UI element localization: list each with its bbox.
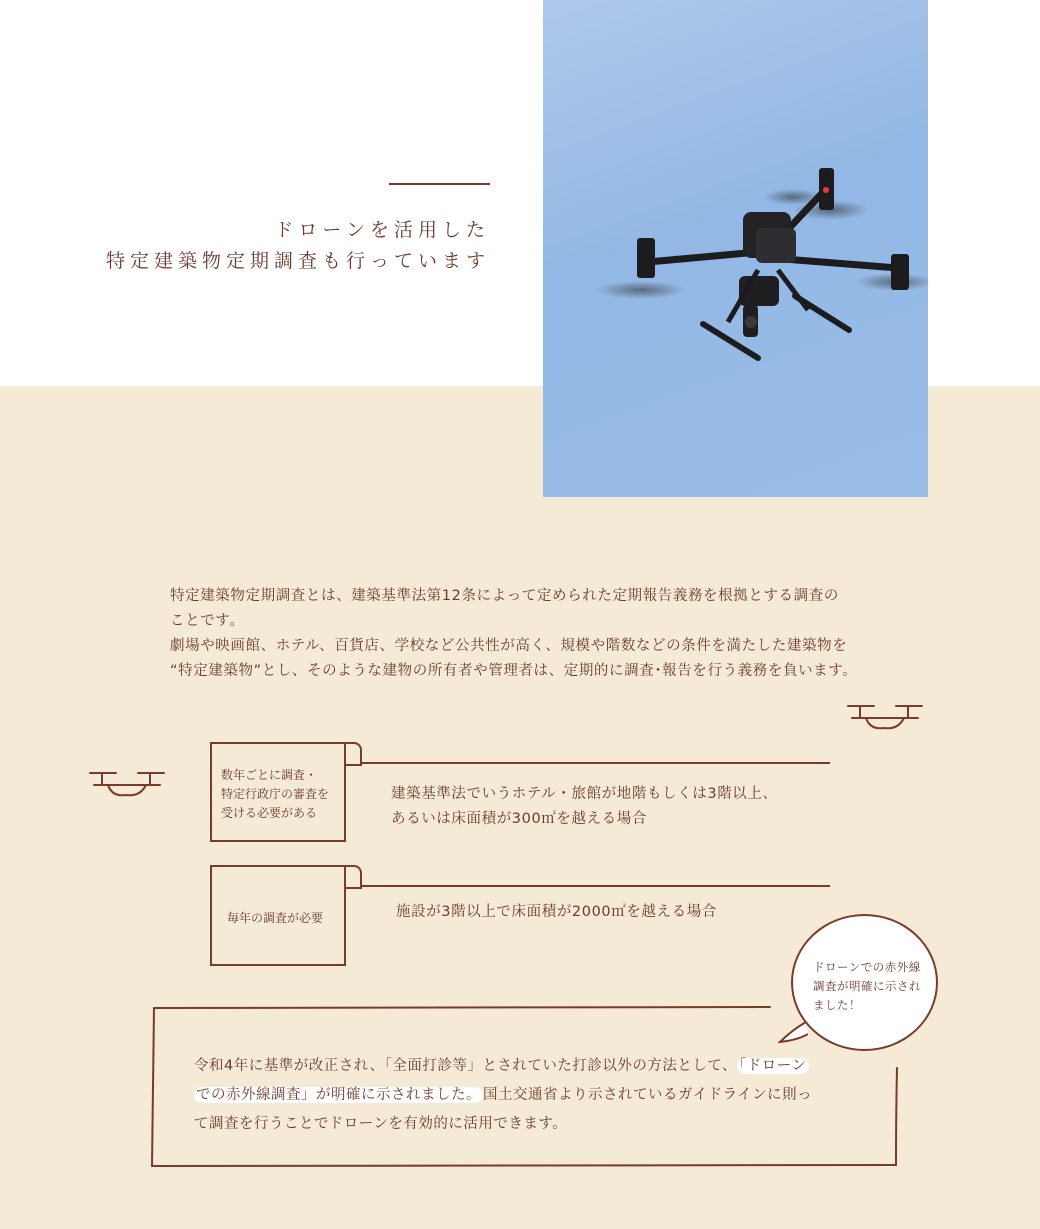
row-divider xyxy=(362,885,830,887)
label-line: 数年ごとに調査・ xyxy=(221,768,318,782)
note-text-segment: て調査を行うことでドローンを有効的に活用できます。 xyxy=(194,1116,568,1132)
hero-title-line1: ドローンを活用した xyxy=(274,219,490,241)
hero-title xyxy=(106,215,490,277)
condition-line: 建築基準法でいうホテル・旅館が地階もしくは3階以上、 xyxy=(391,786,778,802)
label-line: 特定行政庁の審査を xyxy=(221,787,330,801)
highlight-text: 「ドローン xyxy=(739,1058,807,1074)
scroll-curl xyxy=(344,742,362,766)
condition-line: 施設が3階以上で床面積が2000㎡を越える場合 xyxy=(396,904,717,920)
scroll-curl xyxy=(344,865,362,889)
label-box-annual xyxy=(210,865,346,966)
note-text-segment: 令和4年に基準が改正され、「全面打診等」とされていた打診以外の方法として、 xyxy=(194,1058,738,1074)
drone-photo xyxy=(543,0,928,497)
drone-doodle-icon xyxy=(88,767,166,801)
condition-line: あるいは床面積が300㎡を越える場合 xyxy=(391,811,647,827)
highlight-text: での赤外線調査」が明確に示されました。 xyxy=(196,1087,481,1103)
label-box-periodic xyxy=(210,742,346,842)
hero-title-line2: 特定建築物定期調査も行っています xyxy=(105,250,490,272)
label-line: 毎年の調査が必要 xyxy=(227,911,324,925)
bubble-tail xyxy=(778,1020,808,1044)
intro-line: ことです。 xyxy=(170,613,245,629)
label-line: 受ける必要がある xyxy=(221,806,318,820)
condition-text-1 xyxy=(391,782,831,832)
bubble-line: 調査が明確に示され xyxy=(813,979,921,993)
drone-doodle-icon xyxy=(846,700,924,734)
intro-line: 劇場や映画館、ホテル、百貨店、学校など公共性が高く、規模や階数などの条件を満たした建築物を xyxy=(170,638,848,654)
intro-line: 特定建築物定期調査とは、建築基準法第12条によって定められた定期報告義務を根拠とする調査の xyxy=(170,588,839,604)
title-rule xyxy=(389,183,490,185)
bubble-line: ました！ xyxy=(813,998,861,1012)
condition-text-2 xyxy=(396,900,816,925)
intro-line: “特定建築物”とし、そのような建物の所有者や管理者は、定期的に調査･報告を行う義務を負います。 xyxy=(170,663,858,679)
note-text-segment: 国土交通省より示されているガイドラインに則っ xyxy=(483,1087,813,1103)
speech-bubble xyxy=(791,914,938,1051)
drone-illustration xyxy=(543,0,928,497)
intro-text xyxy=(170,584,890,684)
row-divider xyxy=(362,762,830,764)
revision-note xyxy=(194,1052,844,1139)
bubble-line: ドローンでの赤外線 xyxy=(813,960,921,974)
